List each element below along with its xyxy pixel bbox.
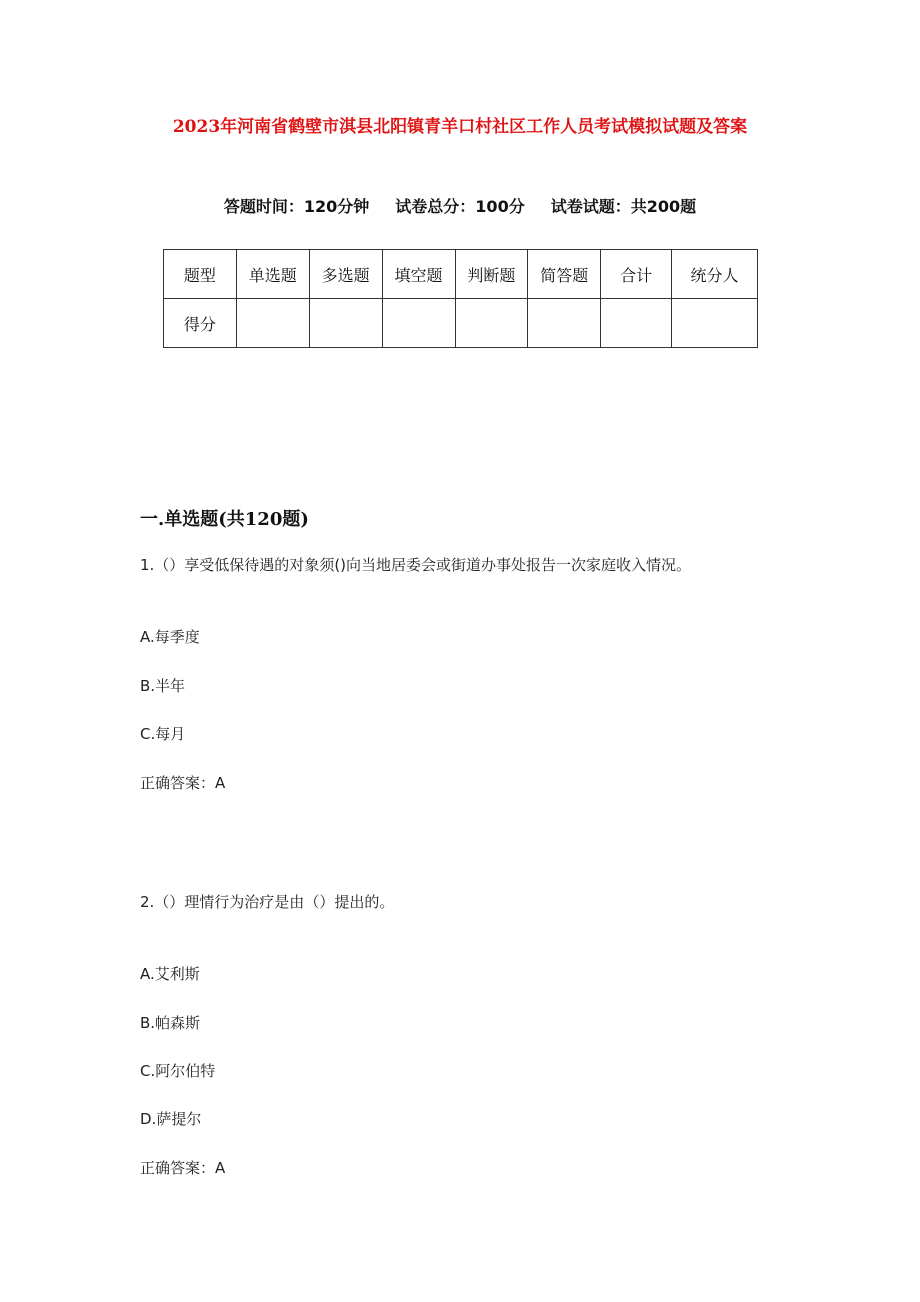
score-cell bbox=[528, 299, 601, 348]
question-option: C.每月 bbox=[140, 725, 186, 743]
score-cell bbox=[455, 299, 528, 348]
question-stem: 1.（）享受低保待遇的对象须()向当地居委会或街道办事处报告一次家庭收入情况。 bbox=[140, 556, 692, 574]
score-table-header-row bbox=[164, 250, 758, 299]
question-option: B.帕森斯 bbox=[140, 1014, 201, 1032]
score-table-header-cell: 判断题 bbox=[455, 250, 528, 299]
score-table-header-cell: 多选题 bbox=[309, 250, 382, 299]
question-answer: 正确答案：A bbox=[140, 1159, 226, 1177]
score-table bbox=[163, 249, 758, 348]
score-table-header-cell: 简答题 bbox=[528, 250, 601, 299]
exam-question-count: 试卷试题：共200题 bbox=[550, 197, 697, 216]
score-table-header-cell: 题型 bbox=[164, 250, 237, 299]
score-table-header-cell: 单选题 bbox=[236, 250, 309, 299]
score-cell bbox=[672, 299, 758, 348]
score-cell bbox=[382, 299, 455, 348]
score-table-score-row bbox=[164, 299, 758, 348]
score-cell bbox=[309, 299, 382, 348]
score-cell bbox=[236, 299, 309, 348]
exam-time: 答题时间：120分钟 bbox=[223, 197, 370, 216]
question-answer: 正确答案：A bbox=[140, 774, 226, 792]
question-stem: 2.（）理情行为治疗是由（）提出的。 bbox=[140, 893, 395, 911]
score-table-row-label: 得分 bbox=[164, 299, 237, 348]
score-table-header-cell: 合计 bbox=[601, 250, 672, 299]
score-table-header-cell: 统分人 bbox=[672, 250, 758, 299]
question-option: A.每季度 bbox=[140, 628, 200, 646]
exam-info bbox=[0, 194, 920, 217]
section-title: 一.单选题(共120题) bbox=[140, 509, 309, 530]
question-option: A.艾利斯 bbox=[140, 965, 200, 983]
question-option: B.半年 bbox=[140, 677, 186, 695]
score-cell bbox=[601, 299, 672, 348]
question-option: C.阿尔伯特 bbox=[140, 1062, 216, 1080]
score-table-header-cell: 填空题 bbox=[382, 250, 455, 299]
document-title: 2023年河南省鹤壁市淇县北阳镇青羊口村社区工作人员考试模拟试题及答案 bbox=[172, 117, 748, 137]
question-option: D.萨提尔 bbox=[140, 1110, 202, 1128]
exam-total-score: 试卷总分：100分 bbox=[395, 197, 525, 216]
